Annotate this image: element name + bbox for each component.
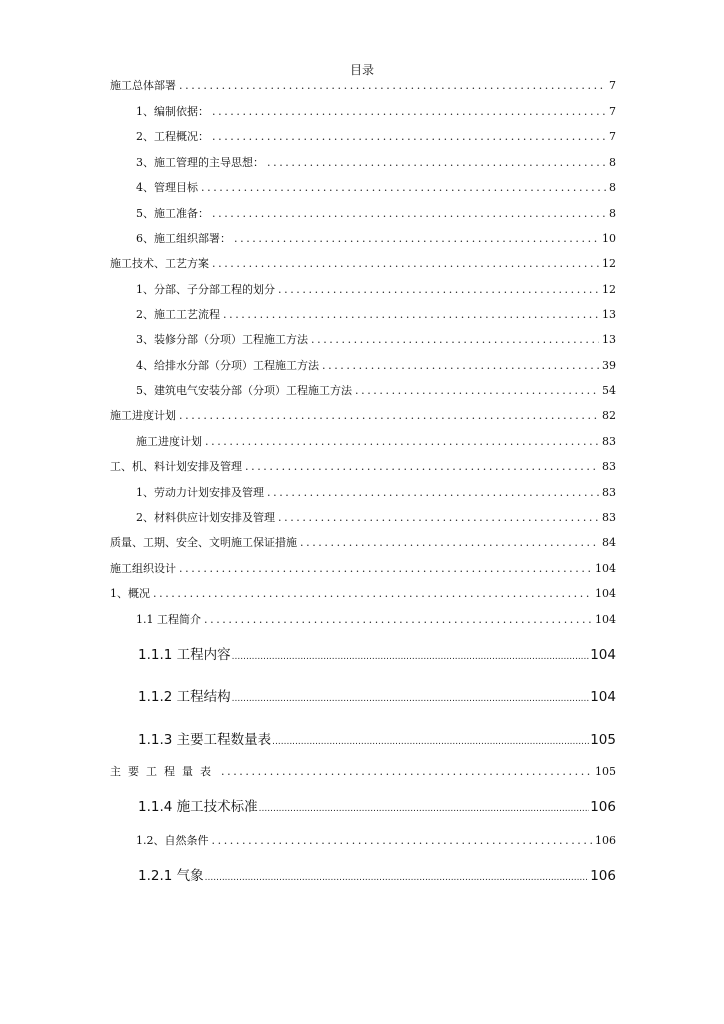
toc-entry-label: 1.2、自然条件 xyxy=(136,834,209,847)
toc-entry-label: 1.1.3 主要工程数量表 xyxy=(138,732,272,748)
toc-entry-label: 2、材料供应计划安排及管理 xyxy=(136,511,275,524)
toc-entry[interactable] xyxy=(136,105,616,119)
toc-entry[interactable] xyxy=(136,384,616,398)
toc-entry[interactable] xyxy=(110,536,616,550)
toc-entry[interactable] xyxy=(136,207,616,221)
toc-entry[interactable] xyxy=(136,834,616,848)
toc-entry-page: 106 xyxy=(590,868,616,884)
toc-entry-label: 工、机、料计划安排及管理 xyxy=(110,460,242,473)
toc-entry-label: 施工技术、工艺方案 xyxy=(110,257,209,270)
toc-entry[interactable] xyxy=(110,460,616,474)
toc-entry-page: 12 xyxy=(602,257,616,270)
toc-entry-page: 7 xyxy=(609,79,616,92)
toc-entry-label: 3、施工管理的主导思想： xyxy=(136,156,264,169)
toc-entry[interactable] xyxy=(136,283,616,297)
toc-entry-page: 104 xyxy=(590,689,616,705)
toc-entry-label: 1、劳动力计划安排及管理 xyxy=(136,486,264,499)
toc-leader-dots xyxy=(311,333,599,347)
toc-entry-label: 施工总体部署 xyxy=(110,79,176,92)
toc-leader-dots xyxy=(272,733,589,751)
toc-entry-label: 4、给排水分部（分项）工程施工方法 xyxy=(136,359,319,372)
toc-leader-dots xyxy=(204,613,592,627)
toc-leader-dots xyxy=(201,181,606,195)
toc-entry-page: 8 xyxy=(609,156,616,169)
toc-entry-label: 3、装修分部（分项）工程施工方法 xyxy=(136,333,308,346)
toc-leader-dots xyxy=(259,800,590,818)
toc-leader-dots xyxy=(179,562,592,576)
toc-entry[interactable] xyxy=(138,731,616,751)
toc-entry-label: 5、施工准备： xyxy=(136,207,209,220)
toc-entry[interactable] xyxy=(136,333,616,347)
toc-entry-label: 6、施工组织部署： xyxy=(136,232,231,245)
toc-leader-dots xyxy=(179,409,599,423)
toc-entry-page: 7 xyxy=(609,105,616,118)
toc-leader-dots xyxy=(245,460,599,474)
toc-entry-page: 7 xyxy=(609,130,616,143)
toc-entry-label: 1、分部、子分部工程的划分 xyxy=(136,283,275,296)
toc-entry[interactable] xyxy=(110,257,616,271)
toc-entry[interactable] xyxy=(136,511,616,525)
toc-leader-dots xyxy=(300,536,599,550)
toc-entry-page: 54 xyxy=(602,384,616,397)
toc-entry-label: 2、施工工艺流程 xyxy=(136,308,220,321)
toc-entry-page: 105 xyxy=(590,732,616,748)
toc-entry-page: 83 xyxy=(602,460,616,473)
toc-entry[interactable] xyxy=(110,765,616,779)
toc-entry-page: 106 xyxy=(590,799,616,815)
toc-leader-dots xyxy=(205,435,599,449)
toc-entry-label: 5、建筑电气安装分部（分项）工程施工方法 xyxy=(136,384,352,397)
toc-leader-dots xyxy=(212,130,606,144)
toc-entry-page: 106 xyxy=(595,834,616,847)
toc-leader-dots xyxy=(355,384,599,398)
toc-entry-page: 8 xyxy=(609,207,616,220)
toc-leader-dots xyxy=(267,156,606,170)
toc-entry-label: 2、工程概况： xyxy=(136,130,209,143)
toc-entry[interactable] xyxy=(138,798,616,818)
toc-entry[interactable] xyxy=(138,646,616,666)
toc-leader-dots xyxy=(267,486,599,500)
toc-entry[interactable] xyxy=(110,562,616,576)
toc-entry-label: 1.1 工程简介 xyxy=(136,613,201,626)
toc-entry-page: 82 xyxy=(602,409,616,422)
toc-entry-label: 1.2.1 气象 xyxy=(138,868,204,884)
toc-entry[interactable] xyxy=(136,613,616,627)
toc-entry-page: 13 xyxy=(602,308,616,321)
toc-entry-page: 105 xyxy=(595,765,616,778)
toc-leader-dots xyxy=(234,232,599,246)
toc-entry[interactable] xyxy=(136,181,616,195)
toc-entry[interactable] xyxy=(136,359,616,373)
toc-leader-dots xyxy=(212,207,606,221)
toc-entry-label: 1、编制依据： xyxy=(136,105,209,118)
toc-leader-dots xyxy=(221,765,592,779)
toc-entry-page: 39 xyxy=(602,359,616,372)
toc-entry[interactable] xyxy=(110,79,616,93)
toc-leader-dots xyxy=(212,834,593,848)
toc-leader-dots xyxy=(223,308,599,322)
toc-leader-dots xyxy=(232,690,590,708)
toc-entry[interactable] xyxy=(138,688,616,708)
toc-leader-dots xyxy=(212,257,599,271)
toc-entry-page: 104 xyxy=(595,613,616,626)
toc-entry[interactable] xyxy=(136,232,616,246)
toc-entry[interactable] xyxy=(110,409,616,423)
toc-entry-label: 1.1.2 工程结构 xyxy=(138,689,231,705)
toc-entry-page: 10 xyxy=(602,232,616,245)
toc-entry-label: 1.1.1 工程内容 xyxy=(138,647,231,663)
toc-leader-dots xyxy=(278,283,599,297)
toc-leader-dots xyxy=(232,648,590,666)
toc-entry[interactable] xyxy=(136,486,616,500)
toc-entry-label: 施工进度计划 xyxy=(110,409,176,422)
toc-entry-page: 83 xyxy=(602,486,616,499)
toc-entry-page: 104 xyxy=(590,647,616,663)
toc-leader-dots xyxy=(153,587,592,601)
toc-entry[interactable] xyxy=(138,867,616,887)
toc-entry-page: 104 xyxy=(595,587,616,600)
toc-entry-page: 84 xyxy=(602,536,616,549)
toc-entry-label: 质量、工期、安全、文明施工保证措施 xyxy=(110,536,297,549)
toc-entry[interactable] xyxy=(136,435,616,449)
toc-entry-label: 1.1.4 施工技术标准 xyxy=(138,799,258,815)
toc-entry-label: 1、概况 xyxy=(110,587,150,600)
toc-title: 目录 xyxy=(349,63,374,77)
toc-entry-label: 4、管理目标 xyxy=(136,181,198,194)
toc-entry-page: 83 xyxy=(602,511,616,524)
toc-entry[interactable] xyxy=(110,587,616,601)
toc-entry-page: 12 xyxy=(602,283,616,296)
toc-entry[interactable] xyxy=(136,156,616,170)
toc-leader-dots xyxy=(205,869,590,887)
toc-entry-page: 13 xyxy=(602,333,616,346)
toc-entry-page: 8 xyxy=(609,181,616,194)
toc-entry-label: 施工进度计划 xyxy=(136,435,202,448)
toc-entry-page: 104 xyxy=(595,562,616,575)
toc-entry[interactable] xyxy=(136,130,616,144)
toc-leader-dots xyxy=(212,105,606,119)
toc-entry[interactable] xyxy=(136,308,616,322)
toc-leader-dots xyxy=(322,359,599,373)
toc-entry-label: 施工组织设计 xyxy=(110,562,176,575)
toc-entry-label: 主要工程量表 xyxy=(110,765,218,778)
toc-leader-dots xyxy=(278,511,599,525)
toc-entry-page: 83 xyxy=(602,435,616,448)
toc-leader-dots xyxy=(179,79,606,93)
